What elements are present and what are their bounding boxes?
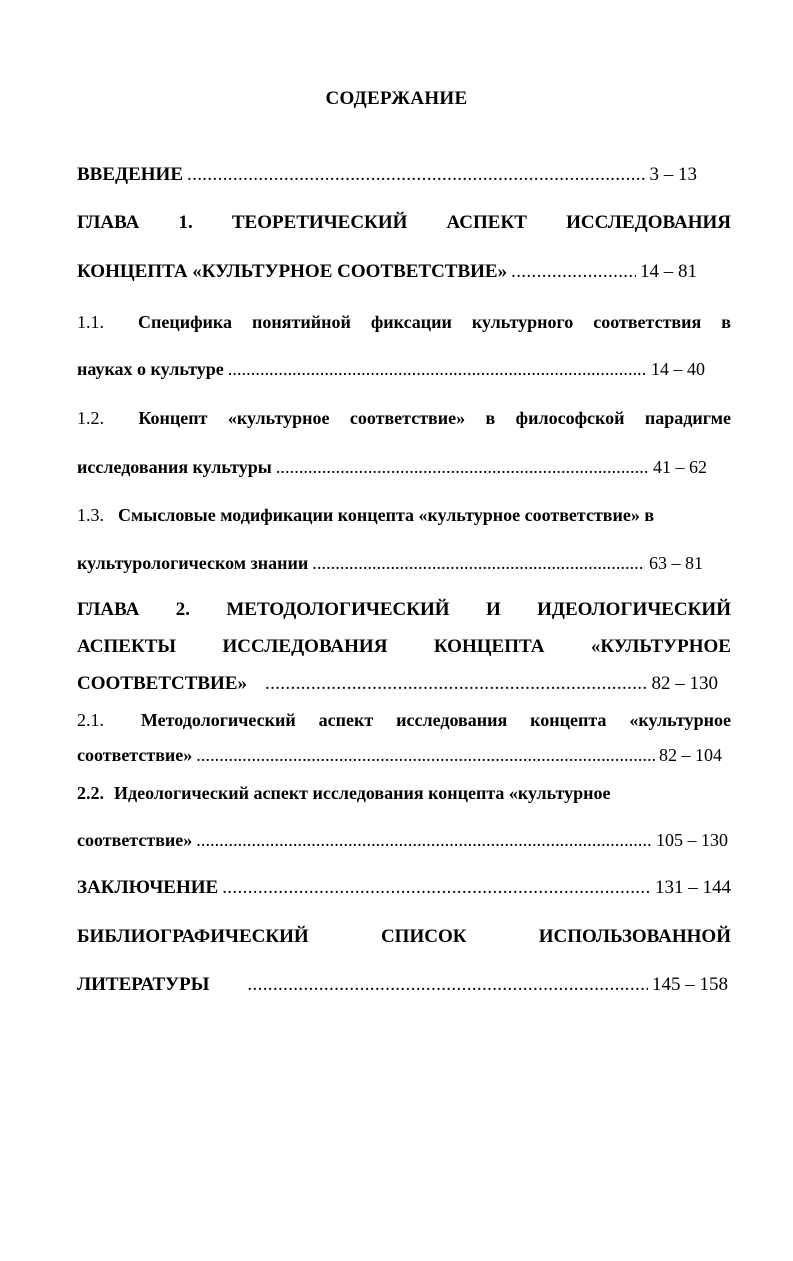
entry-pages: 63 – 81 [649, 553, 703, 573]
toc-section-1-3-line-1[interactable] [77, 502, 731, 528]
word: СПИСОК [380, 926, 467, 947]
word: «КУЛЬТУРНОЕ [590, 636, 731, 657]
word: культурного [471, 312, 574, 332]
page-title: СОДЕРЖАНИЕ [325, 88, 468, 109]
toc-chapter-1-line-1[interactable] [77, 210, 731, 236]
word: АСПЕКТ [446, 212, 527, 233]
dot-leader [228, 356, 647, 382]
dot-leader [187, 162, 646, 188]
entry-pages: 82 – 130 [651, 673, 718, 694]
word: ИССЛЕДОВАНИЯ [566, 212, 731, 233]
entry-pages: 14 – 81 [640, 261, 697, 282]
toc-section-2-1-line-2[interactable] [77, 742, 722, 768]
dot-leader [196, 827, 652, 853]
entry-label: Идеологический аспект исследования концепта «культурное [114, 783, 611, 803]
entry-label: ЗАКЛЮЧЕНИЕ [77, 877, 219, 898]
toc-section-1-3-line-2[interactable] [77, 550, 703, 576]
section-number: 1.3. [77, 505, 104, 525]
entry-label: ВВЕДЕНИЕ [77, 164, 183, 185]
dot-leader [196, 742, 655, 768]
entry-label: науках о культуре [77, 359, 224, 379]
word: «культурное [227, 408, 330, 428]
entry-label: соответствие» [77, 830, 193, 850]
toc-bibliography-line-2[interactable] [77, 972, 728, 998]
word: исследования [396, 710, 508, 730]
section-number: 2.1. [77, 710, 104, 730]
word: Методологический [140, 710, 296, 730]
word: парадигме [644, 408, 731, 428]
entry-pages: 82 – 104 [659, 745, 722, 765]
dot-leader [247, 972, 648, 998]
entry-label: соответствие» [77, 745, 193, 765]
toc-entry-introduction[interactable] [77, 162, 697, 188]
word: ИСПОЛЬЗОВАННОЙ [538, 926, 731, 947]
toc-section-1-2-line-1[interactable] [77, 405, 731, 431]
word: И [485, 599, 501, 620]
entry-pages: 145 – 158 [652, 974, 728, 995]
toc-chapter-2-line-2[interactable] [77, 634, 731, 660]
entry-label: СООТВЕТСТВИЕ» [77, 673, 247, 694]
toc-bibliography-line-1[interactable] [77, 924, 731, 950]
word: ИДЕОЛОГИЧЕСКИЙ [537, 599, 731, 620]
dot-leader [312, 550, 645, 576]
word: концепта [530, 710, 607, 730]
word: Специфика [138, 312, 233, 332]
toc-section-1-1-line-2[interactable] [77, 356, 705, 382]
toc-section-2-1-line-1[interactable] [77, 707, 731, 733]
word: ТЕОРЕТИЧЕСКИЙ [231, 212, 408, 233]
word: понятийной [252, 312, 351, 332]
toc-chapter-2-line-3[interactable] [77, 671, 718, 697]
entry-pages: 105 – 130 [656, 830, 728, 850]
toc-entry-conclusion[interactable] [77, 875, 731, 901]
entry-pages: 131 – 144 [655, 877, 731, 898]
word: ИССЛЕДОВАНИЯ [222, 636, 388, 657]
word: ГЛАВА [77, 212, 140, 233]
word: ГЛАВА [77, 599, 140, 620]
entry-label: исследования культуры [77, 457, 272, 477]
word: МЕТОДОЛОГИЧЕСКИЙ [226, 599, 450, 620]
dot-leader [222, 875, 651, 901]
section-number: 1.1. [77, 312, 104, 332]
toc-chapter-2-line-1[interactable] [77, 597, 731, 623]
section-number: 1.2. [77, 408, 104, 428]
dot-leader [265, 671, 648, 697]
word: соответствие» [349, 408, 466, 428]
entry-pages: 14 – 40 [651, 359, 705, 379]
word: АСПЕКТЫ [77, 636, 177, 657]
word: соответствия [593, 312, 702, 332]
word: Концепт [138, 408, 208, 428]
dot-leader [276, 454, 649, 480]
word: БИБЛИОГРАФИЧЕСКИЙ [77, 926, 309, 947]
toc-section-2-2-line-1[interactable] [77, 780, 731, 806]
word: в [485, 408, 496, 428]
toc-section-1-1-line-1[interactable] [77, 309, 731, 335]
dot-leader [511, 259, 636, 285]
word: фиксации [370, 312, 452, 332]
word: КОНЦЕПТА [433, 636, 545, 657]
toc-chapter-1-line-2[interactable] [77, 259, 697, 285]
entry-label: ЛИТЕРАТУРЫ [77, 974, 210, 995]
word: «культурное [629, 710, 731, 730]
entry-label: культурологическом знании [77, 553, 309, 573]
entry-label: КОНЦЕПТА «КУЛЬТУРНОЕ СООТВЕТСТВИЕ» [77, 261, 508, 282]
entry-pages: 3 – 13 [649, 164, 697, 185]
entry-label: Смысловые модификации концепта «культурное соответствие» в [118, 505, 655, 525]
word: в [721, 312, 731, 332]
section-number: 2.2. [77, 783, 104, 803]
word: 1. [178, 212, 193, 233]
word: философской [515, 408, 625, 428]
toc-section-2-2-line-2[interactable] [77, 827, 728, 853]
word: аспект [318, 710, 374, 730]
entry-pages: 41 – 62 [653, 457, 707, 477]
toc-section-1-2-line-2[interactable] [77, 454, 707, 480]
word: 2. [175, 599, 190, 620]
